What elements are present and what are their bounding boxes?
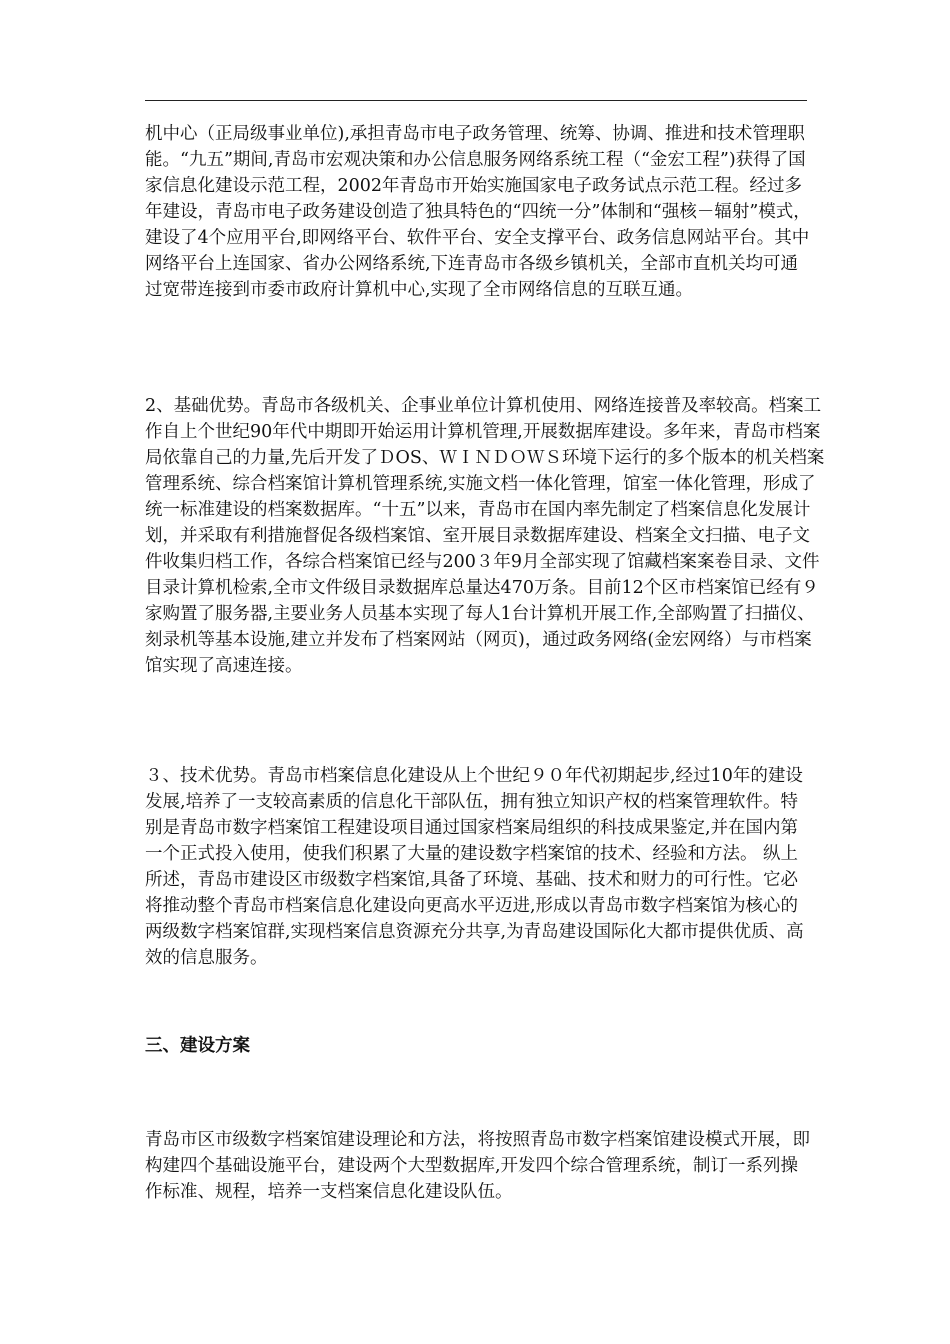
header-rule <box>145 100 807 101</box>
section-heading-construction-plan: 三、建设方案 <box>145 1036 250 1056</box>
paragraph-construction-method: 青岛市区市级数字档案馆建设理论和方法，将按照青岛市数字档案馆建设模式开展，即构建四个基础设施平台，建设两个大型数据库,开发四个综合管理系统，制订一系列操作标准、规程，培养一支档案信息化建设队伍。 <box>145 1130 810 1202</box>
paragraph-e-government-center: 机中心（正局级事业单位),承担青岛市电子政务管理、统筹、协调、推进和技术管理职能。“九五”期间,青岛市宏观决策和办公信息服务网络系统工程（“金宏工程”)获得了国家信息化建设示范工程，2002年青岛市开始实施国家电子政务试点示范工程。经过多年建设，青岛市电子政务建设创造了独具特色的“四统一分”体制和“强核－辐射”模式，建设了4个应用平台,即网络平台、软件平台、安全支撑平台、政务信息网站平台。其中网络平台上连国家、省办公网络系统,下连青岛市各级乡镇机关，全部市直机关均可通过宽带连接到市委市政府计算机中心,实现了全市网络信息的互联互通。 <box>145 124 811 300</box>
paragraph-foundation-advantage: 2、基础优势。青岛市各级机关、企事业单位计算机使用、网络连接普及率较高。档案工作自上个世纪90年代中期即开始运用计算机管理,开展数据库建设。多年来，青岛市档案局依靠自己的力量,先后开发了ＤOS、ＷＩＮＤＯＷＳ环境下运行的多个版本的机关档案管理系统、综合档案馆计算机管理系统,实施文档一体化管理，馆室一体化管理，形成了统一标准建设的档案数据库。“十五”以来，青岛市在国内率先制定了档案信息化发展计划，并采取有利措施督促各级档案馆、室开展目录数据库建设、档案全文扫描、电子文件收集归档工作，各综合档案馆已经与200３年9月全部实现了馆藏档案案卷目录、文件目录计算机检索,全市文件级目录数据库总量达470万条。目前12个区市档案馆已经有９家购置了服务器,主要业务人员基本实现了每人1台计算机开展工作,全部购置了扫描仪、刻录机等基本设施,建立并发布了档案网站（网页)，通过政务网络(金宏网络）与市档案馆实现了高速连接。 <box>145 396 825 676</box>
paragraph-technical-advantage: ３、技术优势。青岛市档案信息化建设从上个世纪９０年代初期起步,经过10年的建设发展,培养了一支较高素质的信息化干部队伍，拥有独立知识产权的档案管理软件。特别是青岛市数字档案馆工程建设项目通过国家档案局组织的科技成果鉴定,并在国内第一个正式投入使用，使我们积累了大量的建设数字档案馆的技术、经验和方法。 纵上所述，青岛市建设区市级数字档案馆,具备了环境、基础、技术和财力的可行性。它必将推动整个青岛市档案信息化建设向更高水平迈进,形成以青岛市数字档案馆为核心的两级数字档案馆群,实现档案信息资源充分共享,为青岛建设国际化大都市提供优质、高效的信息服务。 <box>145 766 804 968</box>
